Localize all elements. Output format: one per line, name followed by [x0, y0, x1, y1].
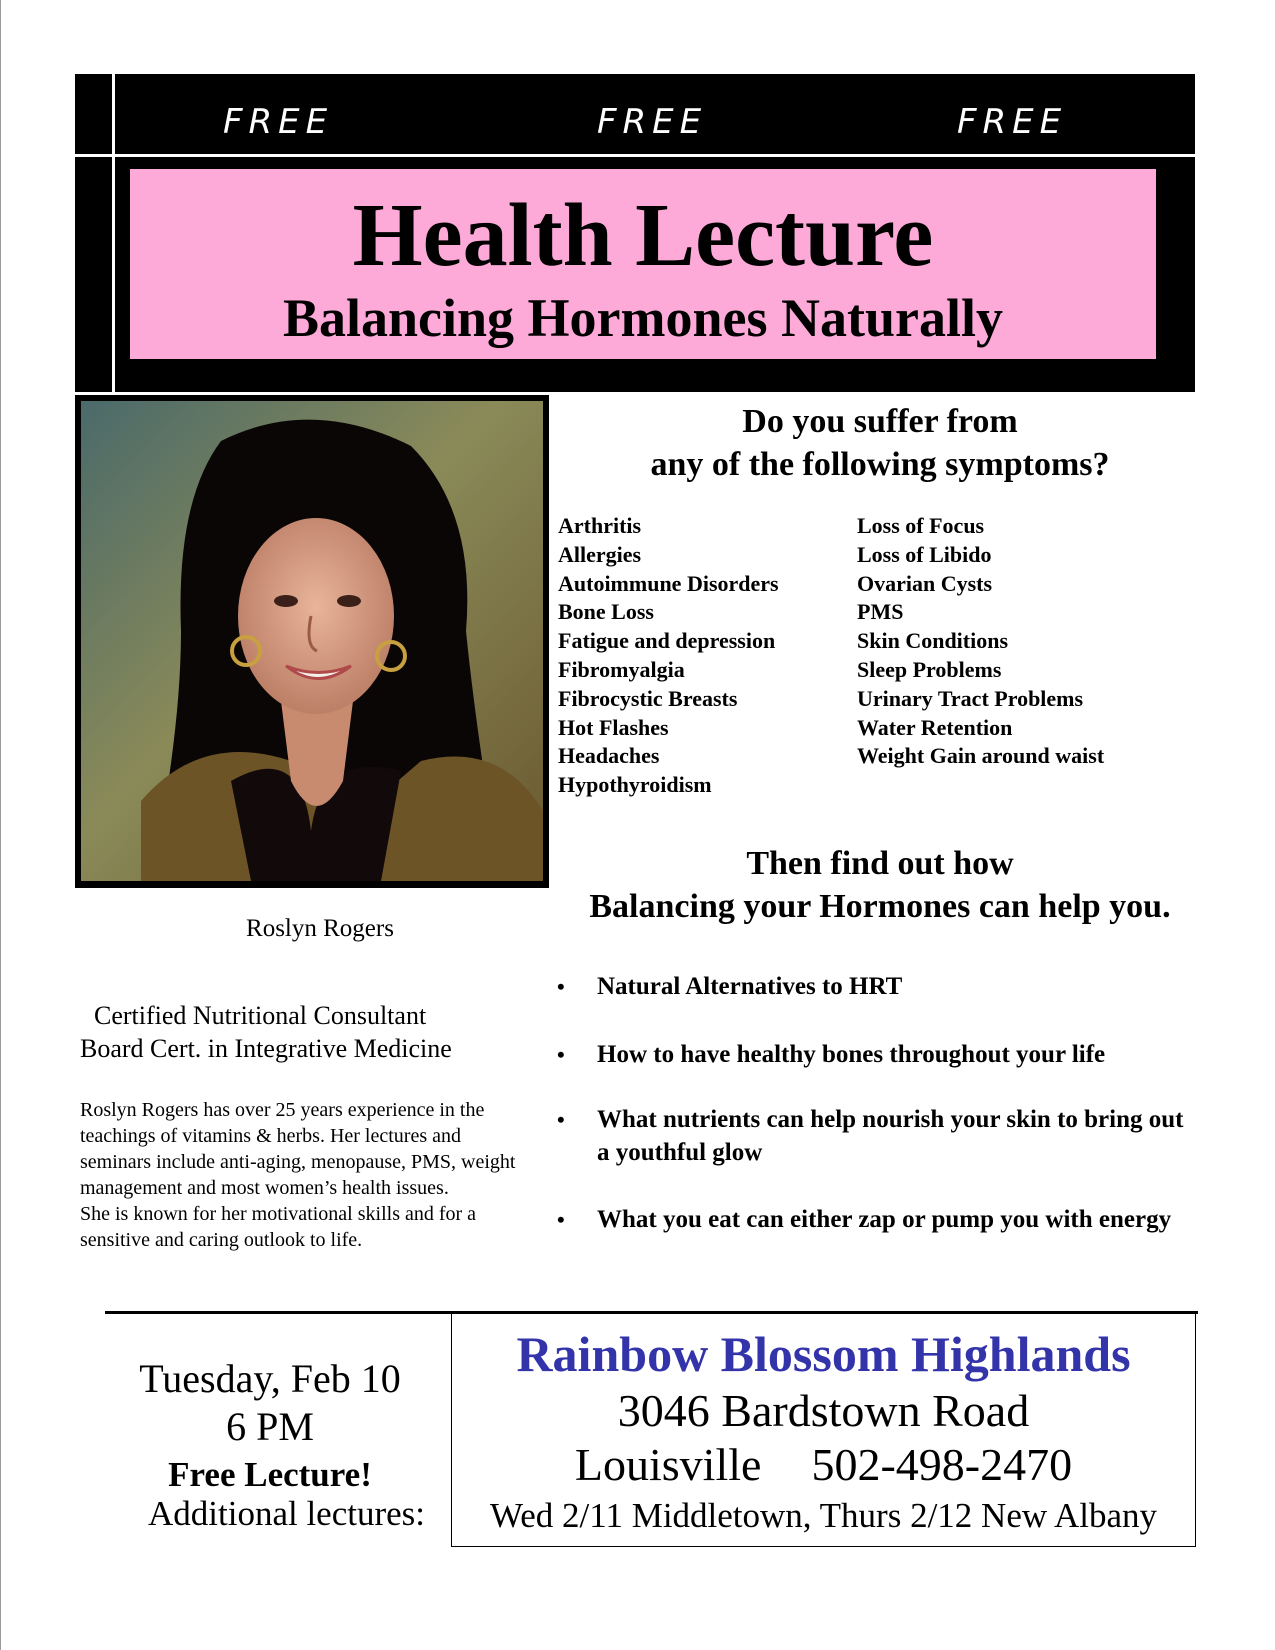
benefit-item: • What you eat can either zap or pump you with energy [555, 1203, 1195, 1236]
speaker-bio [80, 1097, 530, 1253]
additional-lectures-label: Additional lectures: [148, 1494, 426, 1533]
speaker-name: Roslyn Rogers [246, 915, 394, 942]
symptom-item: Fibrocystic Breasts [558, 685, 738, 711]
venue-city: Louisville [574, 1439, 762, 1490]
symptom-item: Headaches [558, 743, 660, 769]
question-line: Do you suffer from [742, 403, 1018, 440]
symptom-item: Loss of Libido [857, 541, 992, 567]
additional-lecture-dates: Wed 2/11 Middletown, Thurs 2/12 New Albany [490, 1496, 1157, 1535]
symptoms-question [560, 400, 1200, 486]
header-divider-vertical [112, 74, 115, 392]
benefit-item: • How to have healthy bones throughout your life [555, 1038, 1195, 1071]
symptom-item: PMS [857, 599, 904, 625]
title-panel [130, 169, 1156, 359]
venue-box [451, 1311, 1196, 1547]
symptom-item: Bone Loss [558, 599, 654, 625]
speaker-photo [81, 401, 543, 881]
bio-paragraph: She is known for her motivational skills and for a sensitive and caring outlook to life. [80, 1203, 477, 1251]
free-label: FREE [957, 102, 1068, 142]
question-line: any of the following symptoms? [650, 446, 1110, 483]
header-divider-horizontal [75, 154, 1195, 157]
benefit-item: • Natural Alternatives to HRT [555, 970, 1195, 1003]
symptom-item: Fatigue and depression [558, 628, 776, 654]
bio-paragraph: Roslyn Rogers has over 25 years experience in the teachings of vitamins & herbs. Her lectures and seminars include anti-aging, menopause, PMS, weight management and most women’s health issues. [80, 1099, 516, 1199]
event-time: 6 PM [226, 1404, 314, 1449]
symptom-item: Hypothyroidism [558, 772, 712, 798]
symptom-item: Skin Conditions [857, 628, 1009, 654]
credential-line: Board Cert. in Integrative Medicine [80, 1034, 452, 1063]
symptom-item: Sleep Problems [857, 656, 1002, 682]
venue-phone: 502-498-2470 [811, 1439, 1073, 1490]
symptom-item: Arthritis [558, 513, 642, 538]
benefit-item: • What nutrients can help nourish your skin to bring out a youthful glow [555, 1103, 1195, 1169]
free-lecture-label: Free Lecture! [168, 1455, 372, 1494]
event-details [95, 1355, 445, 1497]
symptom-item: Water Retention [857, 714, 1013, 740]
free-label: FREE [223, 102, 334, 142]
venue-name: Rainbow Blossom Highlands [516, 1326, 1131, 1382]
heading-line: Balancing your Hormones can help you. [589, 888, 1171, 925]
symptoms-list-right [857, 512, 1197, 771]
free-label: FREE [597, 102, 708, 142]
symptoms-list-left [558, 512, 848, 800]
page-edge [0, 0, 1, 1650]
symptom-item: Fibromyalgia [558, 656, 685, 682]
page-title: Health Lecture [352, 186, 934, 285]
page-subtitle: Balancing Hormones Naturally [282, 288, 1003, 348]
symptom-item: Autoimmune Disorders [558, 570, 779, 596]
credential-line: Certified Nutritional Consultant [94, 1001, 427, 1030]
symptom-item: Urinary Tract Problems [857, 685, 1084, 711]
symptom-item: Weight Gain around waist [857, 743, 1105, 769]
venue-address: 3046 Bardstown Road [617, 1385, 1030, 1436]
venue-city-phone [452, 1438, 1195, 1492]
symptom-item: Allergies [558, 541, 642, 567]
speaker-credentials [80, 999, 500, 1065]
symptom-item: Hot Flashes [558, 714, 669, 740]
benefits-heading [555, 842, 1205, 928]
benefits-list [555, 970, 1195, 1236]
header-banner [75, 74, 1195, 392]
speaker-photo-frame [75, 395, 549, 888]
heading-line: Then find out how [746, 845, 1014, 882]
symptom-item: Ovarian Cysts [857, 570, 993, 596]
event-date: Tuesday, Feb 10 [139, 1356, 401, 1401]
symptom-item: Loss of Focus [857, 513, 985, 538]
